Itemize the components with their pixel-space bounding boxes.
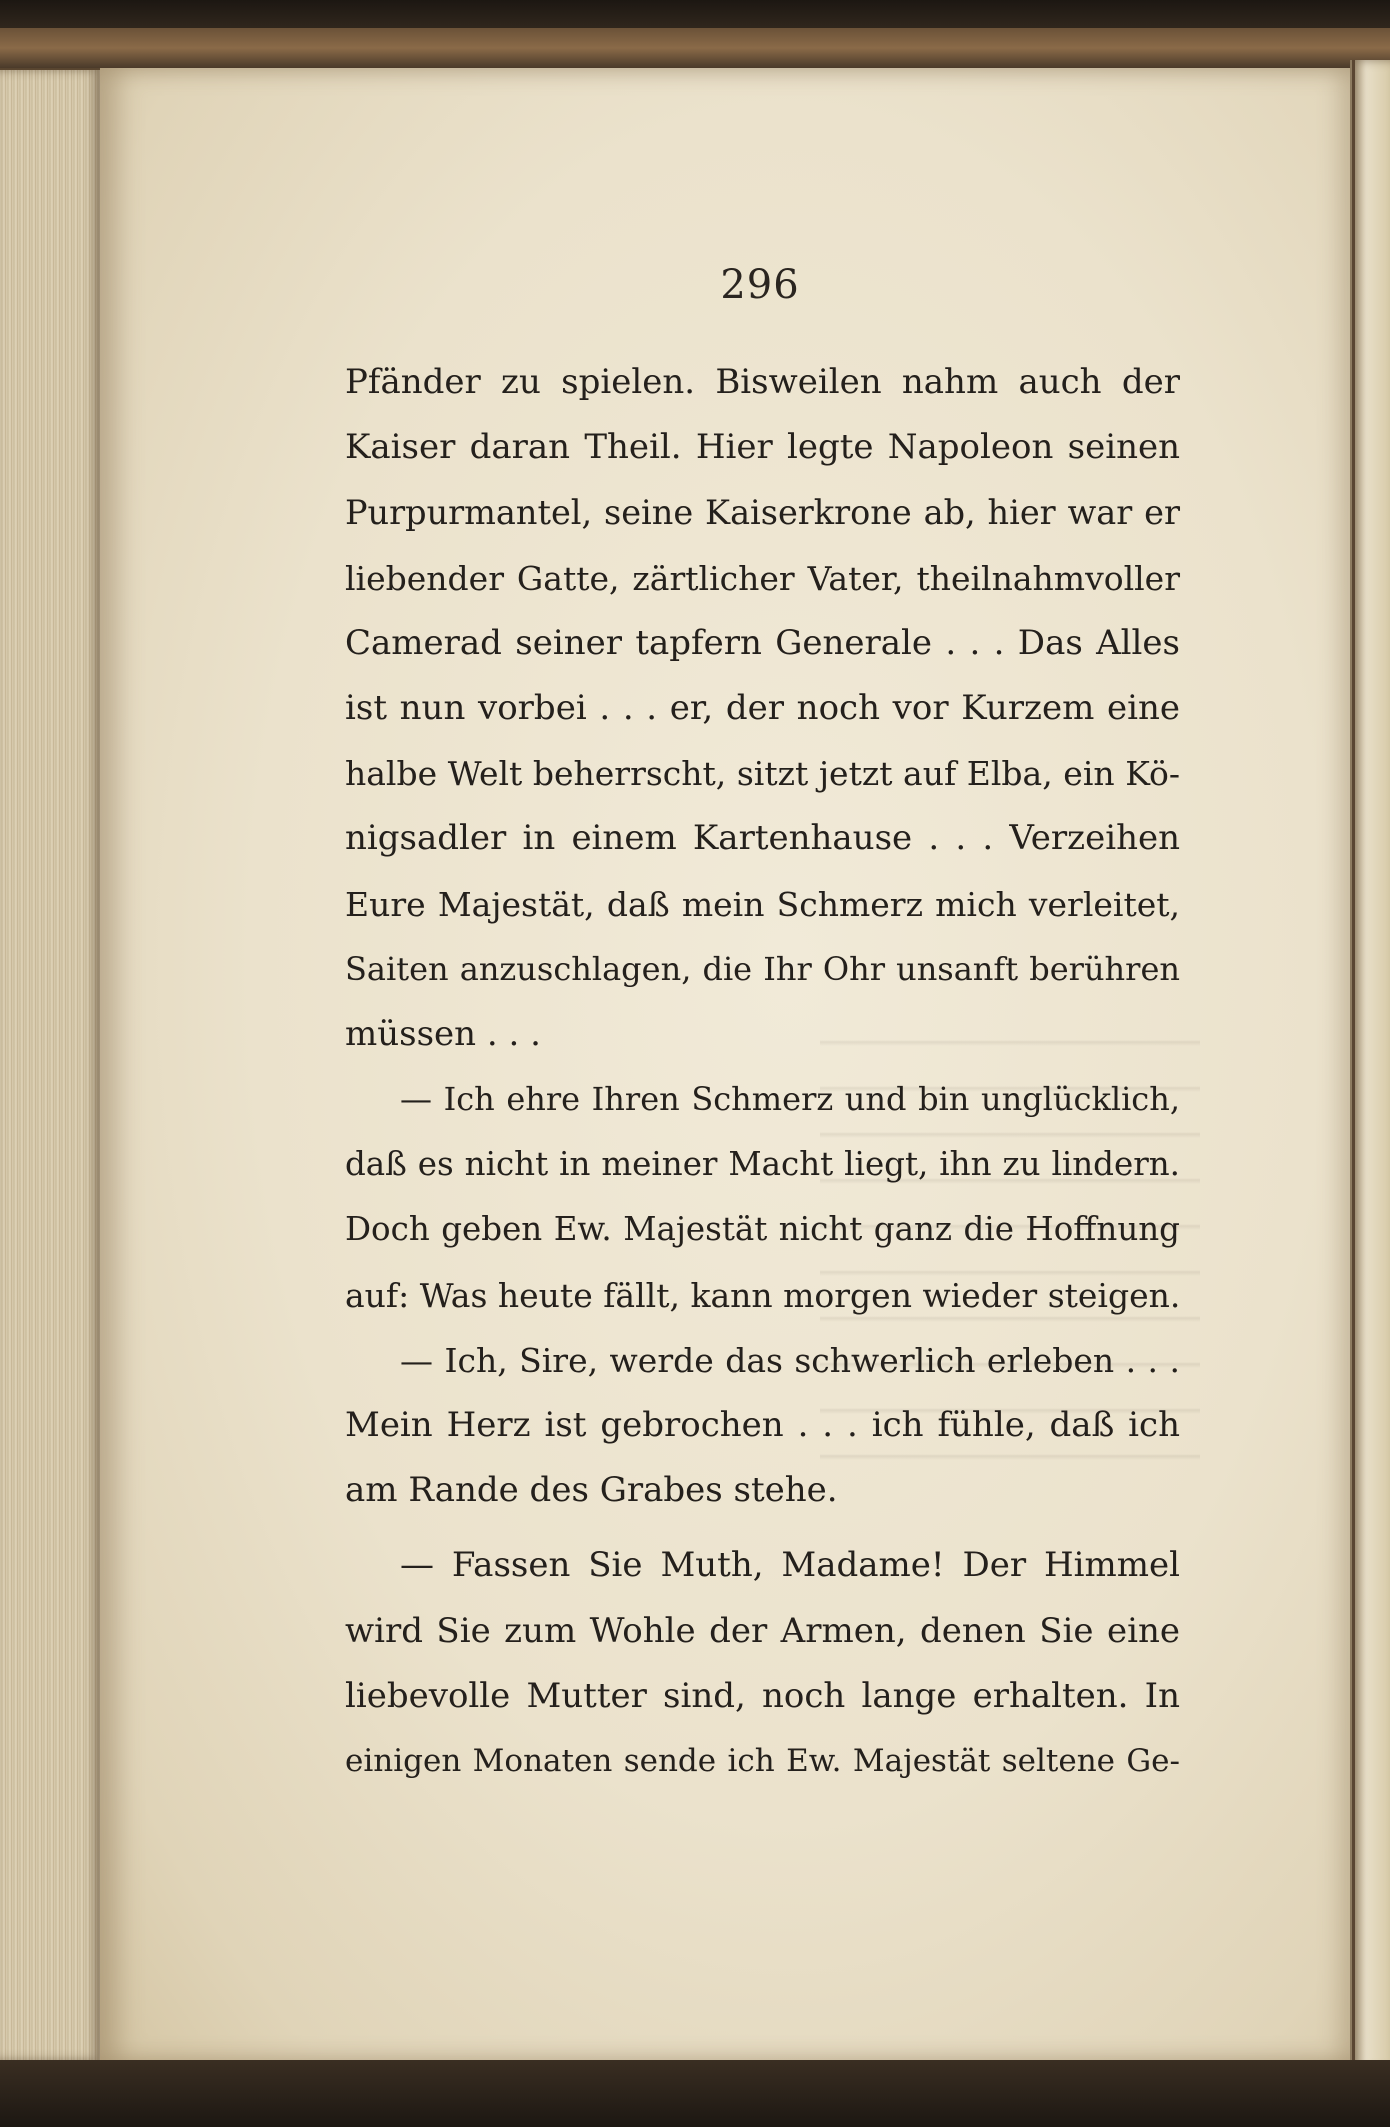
text-line: auf: Was heute fällt, kann morgen wieder steigen. (345, 1275, 1181, 1315)
gutter-shadow (1352, 60, 1355, 2070)
page-number: 296 (720, 262, 800, 308)
text-line: Kaiser daran Theil. Hier legte Napoleon seinen (345, 427, 1180, 468)
text-line: daß es nicht in meiner Macht liegt, ihn zu lindern. (345, 1145, 1180, 1184)
text-line: liebender Gatte, zärtlicher Vater, theilnahmvoller (345, 558, 1180, 598)
text-line: Mein Herz ist gebrochen . . . ich fühle, daß ich (345, 1405, 1180, 1445)
text-line: halbe Welt beherrscht, sitzt jetzt auf Elba, ein Kö- (345, 754, 1180, 794)
text-line: müssen . . . (345, 1013, 541, 1054)
text-line: — Fassen Sie Muth, Madame! Der Himmel (400, 1545, 1180, 1586)
text-line: Saiten anzuschlagen, die Ihr Ohr unsanft berühren (345, 949, 1180, 988)
text-line: am Rande des Grabes stehe. (345, 1470, 838, 1511)
text-line: einigen Monaten sende ich Ew. Majestät seltene Ge- (345, 1742, 1180, 1779)
scan-bottom-background (0, 2060, 1390, 2127)
body-text (345, 350, 1180, 1794)
text-line: Camerad seiner tapfern Generale . . . Das Alles (345, 622, 1180, 663)
text-line: Eure Majestät, daß mein Schmerz mich verleitet, (345, 884, 1180, 924)
text-line: Doch geben Ew. Majestät nicht ganz die Hoffnung (345, 1210, 1180, 1249)
text-line: — Ich, Sire, werde das schwerlich erleben . . . (400, 1340, 1180, 1380)
text-line: Purpurmantel, seine Kaiserkrone ab, hier war er (345, 493, 1180, 533)
text-line: Pfänder zu spielen. Bisweilen nahm auch der (345, 362, 1180, 402)
book-top-edge (0, 28, 1390, 68)
facing-page-edge (1350, 60, 1390, 2070)
text-line: wird Sie zum Wohle der Armen, denen Sie eine (345, 1610, 1180, 1651)
text-line: ist nun vorbei . . . er, der noch vor Kurzem eine (345, 687, 1180, 728)
text-line: liebevolle Mutter sind, noch lange erhalten. In (345, 1675, 1180, 1716)
page-edge-stack (0, 70, 100, 2060)
text-line: — Ich ehre Ihren Schmerz und bin unglücklich, (400, 1080, 1180, 1119)
text-line: nigsadler in einem Kartenhause . . . Verzeihen (345, 818, 1180, 859)
